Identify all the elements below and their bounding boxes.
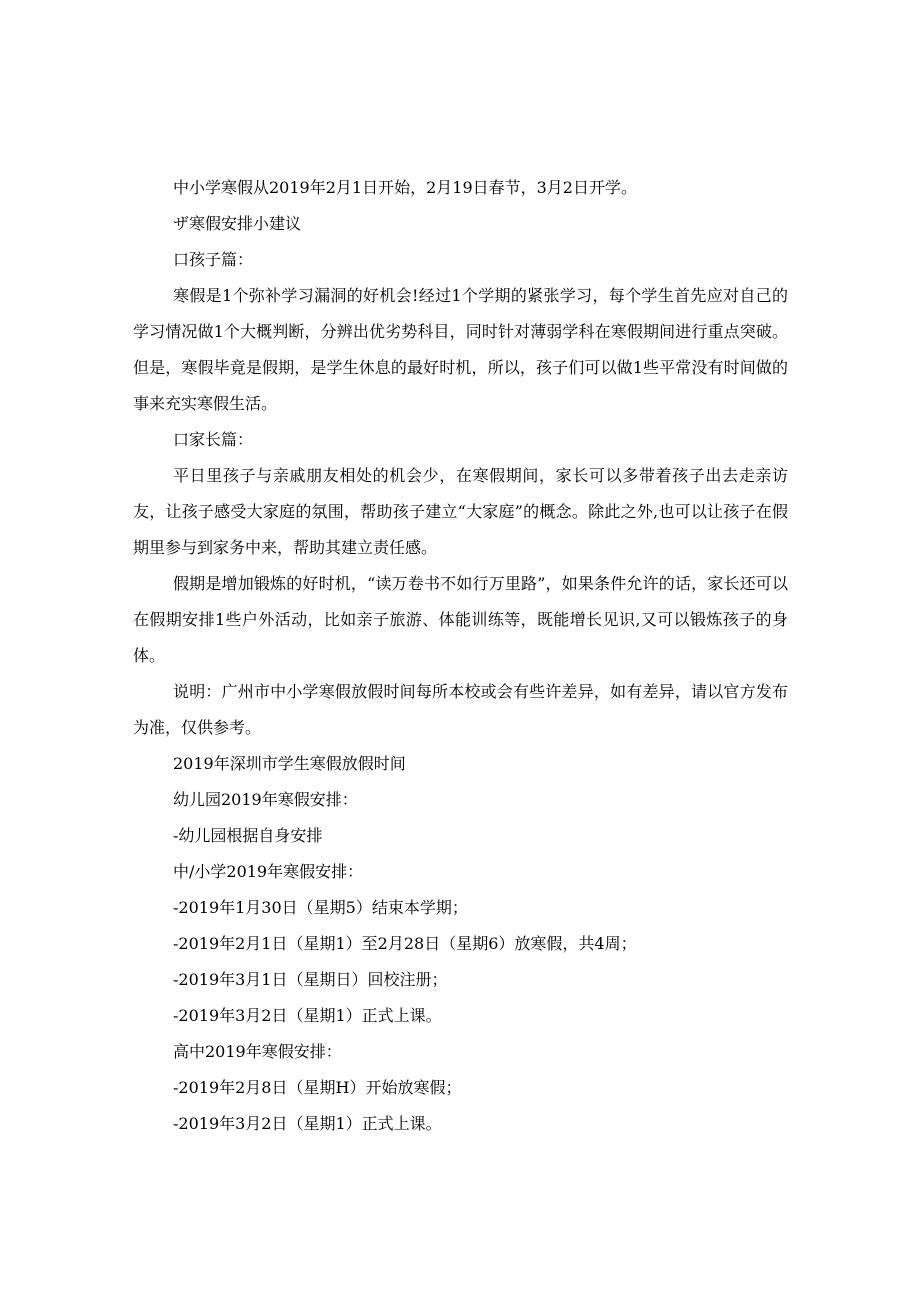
schedule-item: -2019年2月1日（星期1）至2月28日（星期6）放寒假，共4周； <box>173 934 637 953</box>
section-heading: ザ寒假安排小建议 <box>173 214 302 233</box>
paragraph-exercise: 假期是增加锻炼的好时机，“读万卷书不如行万里路”，如果条件允许的话，家长还可以在假期安排1些户外活动，比如亲子旅游、体能训练等，既能增长见识,又可以锻炼孩子的身体。 <box>133 574 788 665</box>
primary-middle-heading: 中/小学2019年寒假安排： <box>173 862 364 881</box>
subheading-parents: 口家长篇： <box>173 430 254 449</box>
paragraph-note: 说明：广州市中小学寒假放假时间每所本校或会有些许差异，如有差异，请以官方发布为准，仅供参考。 <box>133 682 788 737</box>
document-body <box>133 170 788 1142</box>
schedule-item: -2019年3月1日（星期日）回校注册； <box>173 970 448 989</box>
kindergarten-heading: 幼儿园2019年寒假安排： <box>173 790 358 809</box>
high-school-heading: 高中2019年寒假安排： <box>173 1042 342 1061</box>
paragraph-children: 寒假是1个弥补学习漏洞的好机会!经过1个学期的紧张学习，每个学生首先应对自己的学习情况做1个大概判断，分辨出优劣势科目，同时针对薄弱学科在寒假期间进行重点突破。但是，寒假毕竟是假期，是学生休息的最好时机，所以，孩子们可以做1些平常没有时间做的事来充实寒假生活。 <box>133 286 788 413</box>
schedule-item: -2019年2月8日（星期H）开始放寒假； <box>173 1078 462 1097</box>
schedule-item: -2019年3月2日（星期1）正式上课。 <box>173 1114 442 1133</box>
subheading-children: 口孩子篇： <box>173 250 254 269</box>
schedule-item: -2019年3月2日（星期1）正式上课。 <box>173 1006 442 1025</box>
schedule-item: -2019年1月30日（星期5）结束本学期； <box>173 898 468 917</box>
paragraph-parents: 平日里孩子与亲戚朋友相处的机会少，在寒假期间，家长可以多带着孩子出去走亲访友，让孩子感受大家庭的氛围，帮助孩子建立“大家庭”的概念。除此之外,也可以让孩子在假期里参与到家务中来，帮助其建立责任感。 <box>133 466 788 557</box>
kindergarten-item: -幼儿园根据自身安排 <box>173 826 323 845</box>
shenzhen-heading: 2019年深圳市学生寒假放假时间 <box>173 754 406 773</box>
intro-line: 中小学寒假从2019年2月1日开始，2月19日春节，3月2日开学。 <box>173 178 637 197</box>
